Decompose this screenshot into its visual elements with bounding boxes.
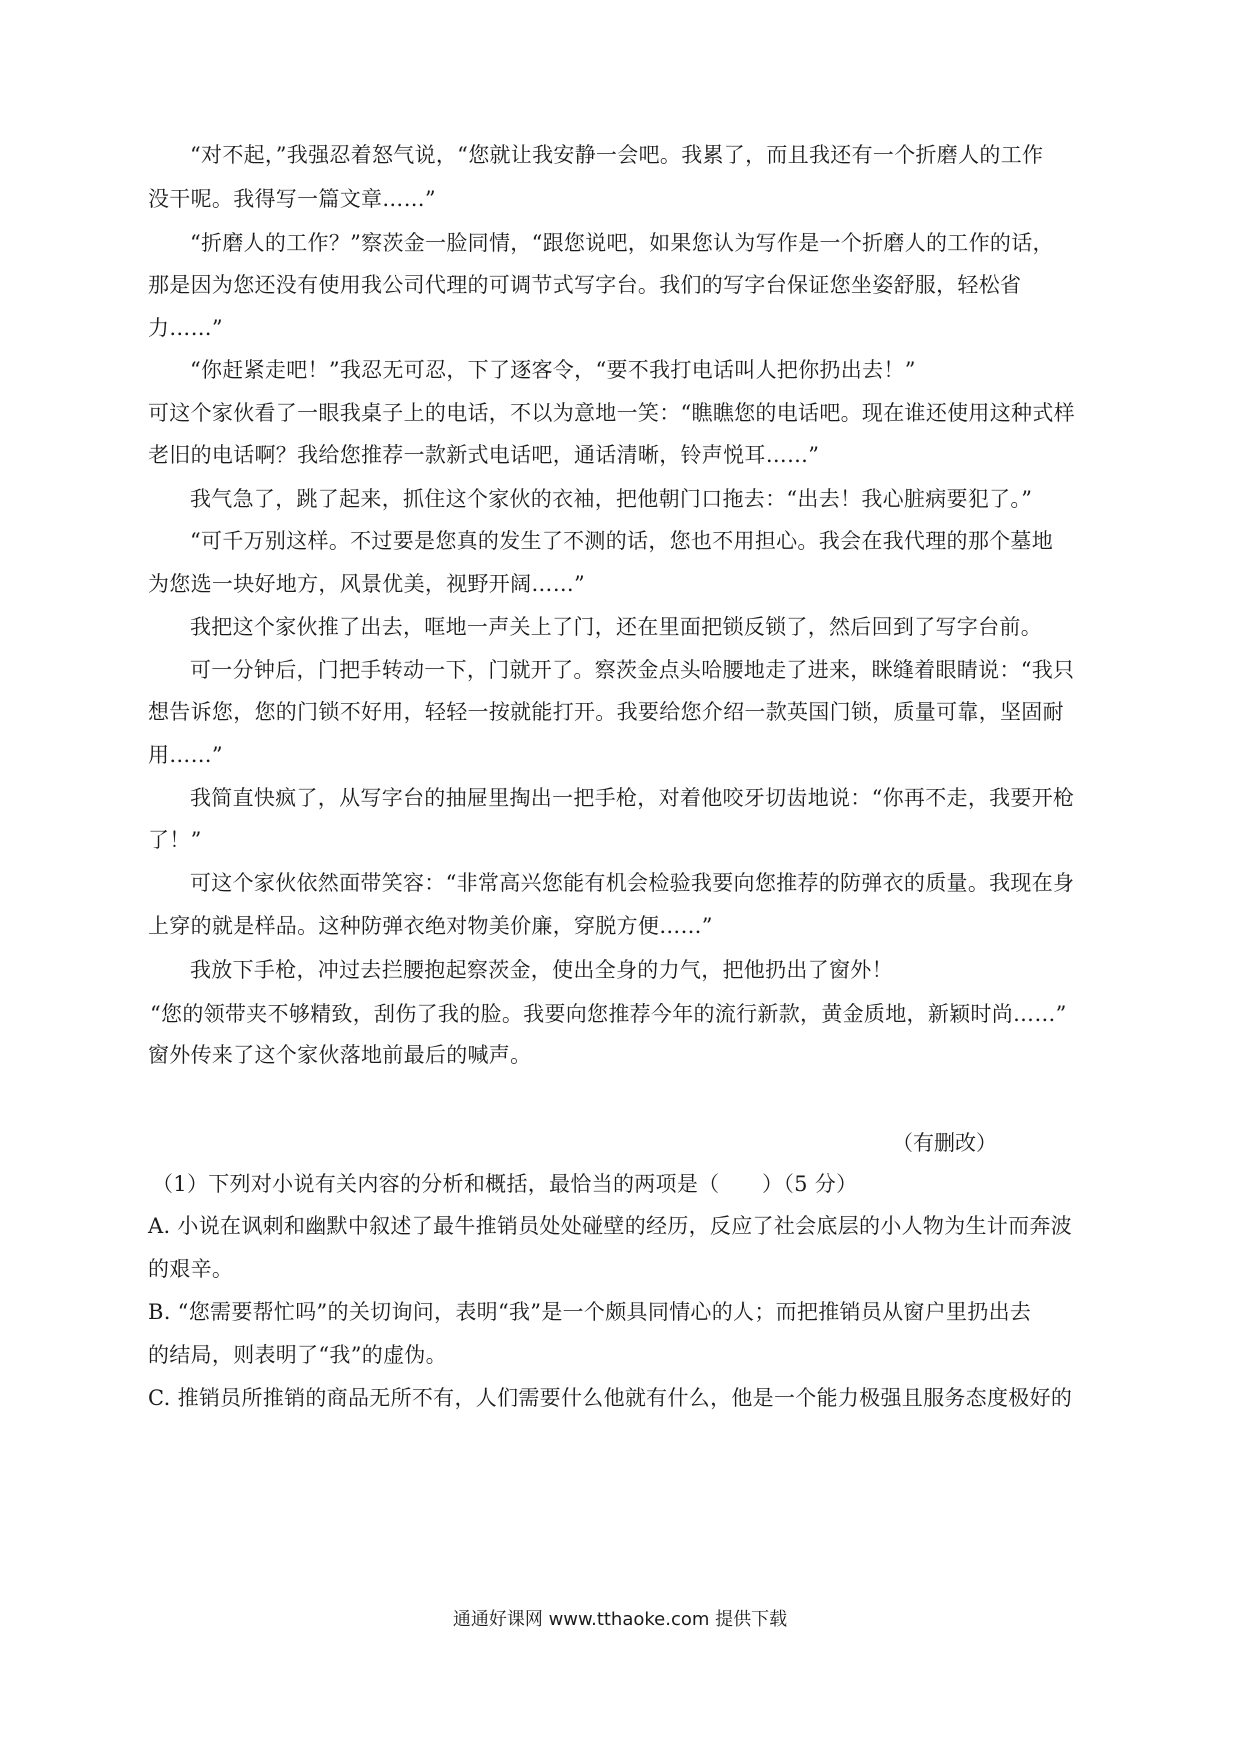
story-line: 想告诉您，您的门锁不好用，轻轻一按就能打开。我要给您介绍一款英国门锁，质量可靠，坚固耐 [148, 700, 1064, 724]
story-line: 可这个家伙依然面带笑容：“非常高兴您能有机会检验我要向您推荐的防弹衣的质量。我现在身 [190, 871, 1075, 895]
story-line: 那是因为您还没有使用我公司代理的可调节式写字台。我们的写字台保证您坐姿舒服，轻松省 [148, 273, 1022, 297]
question-prompt: （1）下列对小说有关内容的分析和概括，最恰当的两项是（ ）（5 分） [152, 1172, 858, 1196]
story-line: 没干呢。我得写一篇文章……” [148, 187, 436, 211]
page-footer: 通通好课网 www.tthaoke.com 提供下载 [452, 1609, 788, 1630]
source-note: （有删改） [892, 1131, 997, 1155]
story-line: 可一分钟后，门把手转动一下，门就开了。察茨金点头哈腰地走了进来，眯缝着眼睛说：“我只 [190, 658, 1075, 682]
story-line: 了！” [148, 828, 202, 852]
story-line: “您的领带夹不够精致，刮伤了我的脸。我要向您推荐今年的流行新款，黄金质地，新颖时尚……” [150, 1002, 1067, 1026]
story-line: “折磨人的工作？”察茨金一脸同情，“跟您说吧，如果您认为写作是一个折磨人的工作的话， [190, 231, 1054, 255]
story-line: “可千万别这样。不过要是您真的发生了不测的话，您也不用担心。我会在我代理的那个墓地 [190, 529, 1054, 553]
story-line: 上穿的就是样品。这种防弹衣绝对物美价廉，穿脱方便……” [148, 914, 713, 938]
story-line: 用……” [148, 743, 223, 767]
option-line: 的艰辛。 [148, 1257, 234, 1281]
option-line: C. 推销员所推销的商品无所不有，人们需要什么他就有什么，他是一个能力极强且服务态度极好的 [148, 1386, 1073, 1410]
story-line: 为您选一块好地方，风景优美，视野开阔……” [148, 572, 586, 596]
option-line: A. 小说在讽刺和幽默中叙述了最牛推销员处处碰壁的经历，反应了社会底层的小人物为生计而奔波 [148, 1214, 1073, 1238]
story-line: 我把这个家伙推了出去，哐地一声关上了门，还在里面把锁反锁了，然后回到了写字台前。 [190, 615, 1042, 639]
story-line: 力……” [148, 316, 223, 340]
story-line: “你赶紧走吧！”我忍无可忍，下了逐客令，“要不我打电话叫人把你扔出去！” [190, 358, 916, 382]
story-line: “对不起，”我强忍着怒气说，“您就让我安静一会吧。我累了，而且我还有一个折磨人的工作 [190, 143, 1044, 167]
story-line: 我简直快疯了，从写字台的抽屉里掏出一把手枪，对着他咬牙切齿地说：“你再不走，我要开枪 [190, 786, 1075, 810]
story-line: 老旧的电话啊？我给您推荐一款新式电话吧，通话清晰，铃声悦耳……” [148, 443, 820, 467]
story-line: 我气急了，跳了起来，抓住这个家伙的衣袖，把他朝门口拖去：“出去！我心脏病要犯了。” [190, 487, 1033, 511]
option-line: 的结局，则表明了“我”的虚伪。 [148, 1343, 447, 1367]
story-line: 窗外传来了这个家伙落地前最后的喊声。 [148, 1043, 532, 1067]
option-line: B. “您需要帮忙吗”的关切询问，表明“我”是一个颇具同情心的人；而把推销员从窗户里扔出去 [148, 1300, 1032, 1324]
story-line: 可这个家伙看了一眼我桌子上的电话，不以为意地一笑：“瞧瞧您的电话吧。现在谁还使用这种式样 [148, 401, 1075, 425]
story-line: 我放下手枪，冲过去拦腰抱起察茨金，使出全身的力气，把他扔出了窗外！ [190, 958, 893, 982]
